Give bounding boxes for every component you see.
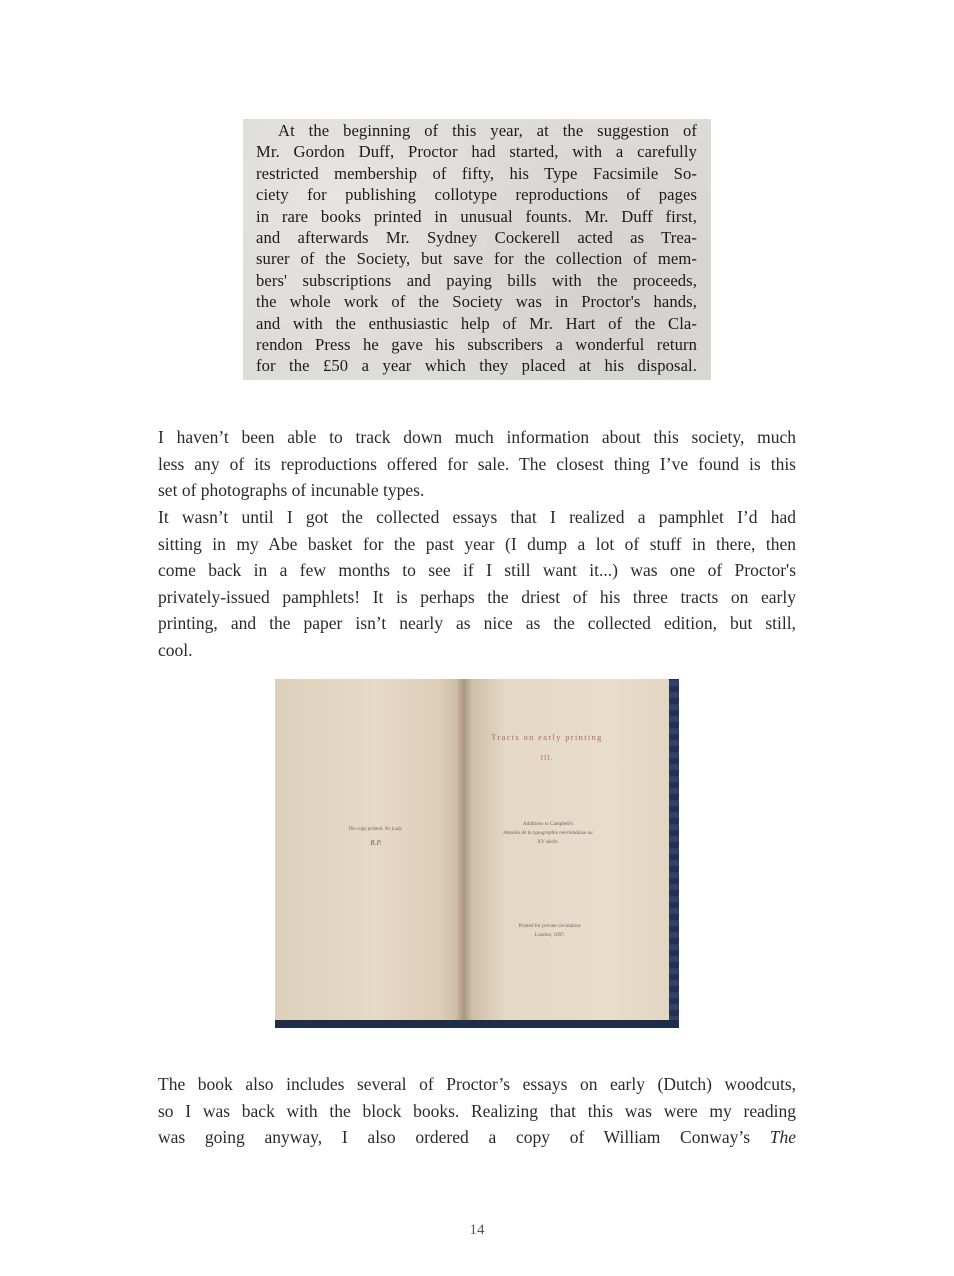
paragraph-line bbox=[158, 1124, 796, 1151]
book-subtitle-line: Annales de la typographie néerlandaise au bbox=[503, 830, 593, 836]
book-imprint bbox=[519, 922, 582, 940]
paragraph-line: It wasn’t until I got the collected essays that I realized a pamphlet I’d had bbox=[158, 507, 796, 527]
page-number: 14 bbox=[469, 1222, 485, 1238]
book-subtitle-line: XV siècle. bbox=[537, 839, 559, 845]
paragraph-line: sitting in my Abe basket for the past year (I dump a lot of stuff in there, then bbox=[158, 533, 796, 554]
scan-line: At the beginning of this year, at the suggestion of bbox=[278, 121, 697, 140]
paragraph-line: cool. bbox=[158, 639, 193, 660]
book-right-page bbox=[469, 679, 673, 1021]
book-gutter bbox=[457, 679, 471, 1021]
book-inscription: The copy printed. No Lady bbox=[348, 827, 402, 832]
paragraph-line: come back in a few months to see if I still want it...) was one of Proctor's bbox=[158, 560, 796, 581]
book-imprint-line: London, 1897. bbox=[534, 932, 566, 938]
body-paragraph-1 bbox=[158, 424, 796, 504]
scan-line: rendon Press he gave his subscribers a wonderful return bbox=[256, 335, 697, 355]
scan-line: surer of the Society, but save for the collection of mem- bbox=[256, 249, 697, 269]
paragraph-line: The book also includes several of Proctor’s essays on early (Dutch) woodcuts, bbox=[158, 1074, 796, 1094]
scan-line: for the £50 a year which they placed at his disposal. bbox=[256, 356, 697, 376]
paragraph-line: I haven’t been able to track down much information about this society, much bbox=[158, 427, 796, 447]
book-title: Tracts on early printing bbox=[491, 733, 603, 742]
body-paragraph-3 bbox=[158, 1071, 796, 1151]
book-title-italic: The bbox=[769, 1127, 796, 1148]
scan-line: and with the enthusiastic help of Mr. Hart of the Cla- bbox=[256, 313, 697, 333]
book-volume-number: III. bbox=[540, 754, 554, 762]
scan-line: bers' subscriptions and paying bills with the proceeds, bbox=[256, 270, 697, 290]
scan-line: ciety for publishing collotype reproductions of pages bbox=[256, 185, 697, 205]
background-mat bbox=[669, 679, 679, 1028]
paragraph-line: so I was back with the block books. Realizing that this was were my reading bbox=[158, 1100, 796, 1121]
book-subtitle bbox=[503, 820, 592, 847]
paragraph-line: less any of its reproductions offered for sale. The closest thing I’ve found is this bbox=[158, 453, 796, 474]
scan-line: the whole work of the Society was in Proctor's hands, bbox=[256, 292, 697, 312]
scanned-excerpt-image bbox=[243, 119, 711, 380]
scan-line: restricted membership of fifty, his Type Facsimile So- bbox=[256, 163, 697, 183]
paragraph-line: printing, and the paper isn’t nearly as nice as the collected edition, but still, bbox=[158, 613, 796, 634]
book-imprint-line: Printed for private circulation: bbox=[518, 923, 582, 929]
book-photo bbox=[275, 679, 679, 1028]
scan-line: and afterwards Mr. Sydney Cockerell acted as Trea- bbox=[256, 228, 697, 248]
book-subtitle-line: Additions to Campbell's bbox=[522, 821, 574, 827]
background-mat-bottom bbox=[275, 1020, 679, 1028]
book-left-page bbox=[275, 679, 463, 1020]
scan-line: in rare books printed in unusual founts. Mr. Duff first, bbox=[256, 206, 697, 226]
paragraph-line-text: was going anyway, I also ordered a copy of William Conway’s bbox=[158, 1127, 770, 1148]
scan-line: Mr. Gordon Duff, Proctor had started, with a carefully bbox=[256, 142, 697, 162]
paragraph-line: set of photographs of incunable types. bbox=[158, 480, 425, 501]
book-initials: R.P. bbox=[370, 839, 382, 847]
paragraph-line: privately-issued pamphlets! It is perhaps the driest of his three tracts on early bbox=[158, 586, 796, 607]
body-paragraph-2 bbox=[158, 504, 796, 664]
